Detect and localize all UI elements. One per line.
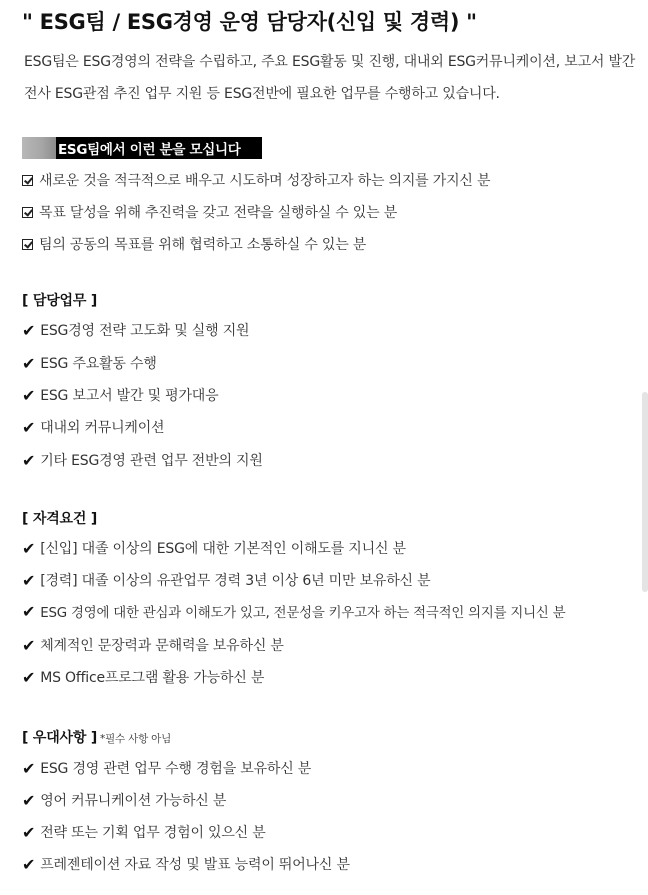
wanted-item: [22, 234, 366, 254]
check-mark-icon: ✔: [22, 538, 36, 558]
duty-item-text: 기타 ESG경영 관련 업무 전반의 지원: [40, 453, 263, 469]
check-mark-icon: ✔: [22, 450, 36, 470]
wanted-item-text: 새로운 것을 적극적으로 배우고 시도하며 성장하고자 하는 의지를 가지신 분: [39, 173, 491, 189]
check-mark-icon: ✔: [22, 353, 36, 373]
intro-line-2: 전사 ESG관점 추진 업무 지원 등 ESG전반에 필요한 업무를 수행하고 있습니다.: [24, 86, 500, 102]
preferred-note: *필수 사항 아님: [100, 733, 172, 745]
requirement-item: [22, 538, 406, 558]
requirements-heading: [ 자격요건 ]: [22, 511, 98, 527]
intro-line-1: ESG팀은 ESG경영의 전략을 수립하고, 주요 ESG활동 및 진행, 대내외 ESG커뮤니케이션, 보고서 발간: [24, 54, 636, 70]
preferred-heading-text: [ 우대사항 ]: [22, 730, 98, 746]
checked-box-icon: [22, 207, 33, 218]
wanted-item: [22, 202, 397, 222]
banner-text: ESG팀에서 이런 분을 모십니다: [58, 142, 241, 158]
duties-heading: [ 담당업무 ]: [22, 293, 98, 309]
requirement-item-text: [신입] 대졸 이상의 ESG에 대한 기본적인 이해도를 지니신 분: [40, 541, 406, 557]
preferred-heading: [22, 727, 171, 747]
requirement-item-text: [경력] 대졸 이상의 유관업무 경력 3년 이상 6년 미만 보유하신 분: [40, 573, 431, 589]
preferred-item-text: 프레젠테이션 자료 작성 및 발표 능력이 뛰어나신 분: [40, 857, 350, 873]
duty-item: [22, 320, 249, 340]
wanted-item: [22, 170, 490, 190]
check-mark-icon: ✔: [22, 320, 36, 340]
check-mark-icon: ✔: [22, 822, 36, 842]
requirement-item: [22, 570, 430, 590]
duty-item-text: 대내외 커뮤니케이션: [40, 420, 165, 436]
check-mark-icon: ✔: [22, 854, 36, 874]
check-mark-icon: ✔: [22, 385, 36, 405]
requirement-item: [22, 635, 284, 655]
requirement-item: [22, 667, 264, 687]
preferred-item: [22, 790, 226, 810]
requirement-item-text: ESG 경영에 대한 관심과 이해도가 있고, 전문성을 키우고자 하는 적극적인 의지를 지니신 분: [40, 606, 566, 621]
preferred-item-text: 영어 커뮤니케이션 가능하신 분: [40, 793, 227, 809]
duty-item-text: ESG경영 전략 고도화 및 실행 지원: [40, 323, 250, 339]
check-mark-icon: ✔: [22, 635, 36, 655]
check-mark-icon: ✔: [22, 667, 36, 687]
page-title: " ESG팀 / ESG경영 운영 담당자(신입 및 경력) ": [22, 10, 477, 34]
banner-gradient-block: [22, 137, 56, 159]
checked-box-icon: [22, 175, 33, 186]
check-mark-icon: ✔: [22, 417, 36, 437]
preferred-item: [22, 822, 266, 842]
wanted-item-text: 목표 달성을 위해 추진력을 갖고 전략을 실행하실 수 있는 분: [39, 205, 398, 221]
section-banner: [22, 137, 262, 159]
vertical-scrollbar[interactable]: [642, 392, 648, 592]
duty-item-text: ESG 보고서 발간 및 평가대응: [40, 388, 219, 404]
checked-box-icon: [22, 239, 33, 250]
preferred-item: [22, 854, 350, 874]
check-mark-icon: ✔: [22, 602, 36, 621]
requirement-item-text: 체계적인 문장력과 문해력을 보유하신 분: [40, 638, 284, 654]
duty-item: [22, 417, 164, 437]
check-mark-icon: ✔: [22, 790, 36, 810]
requirement-item: [22, 602, 565, 621]
duty-item-text: ESG 주요활동 수행: [40, 356, 157, 372]
check-mark-icon: ✔: [22, 570, 36, 590]
preferred-item: [22, 758, 311, 778]
preferred-item-text: 전략 또는 기획 업무 경험이 있으신 분: [40, 825, 266, 841]
wanted-item-text: 팀의 공동의 목표를 위해 협력하고 소통하실 수 있는 분: [39, 237, 367, 253]
preferred-item-text: ESG 경영 관련 업무 수행 경험을 보유하신 분: [40, 761, 312, 777]
check-mark-icon: ✔: [22, 758, 36, 778]
requirement-item-text: MS Office프로그램 활용 가능하신 분: [40, 670, 265, 686]
duty-item: [22, 385, 218, 405]
duty-item: [22, 353, 157, 373]
duty-item: [22, 450, 263, 470]
